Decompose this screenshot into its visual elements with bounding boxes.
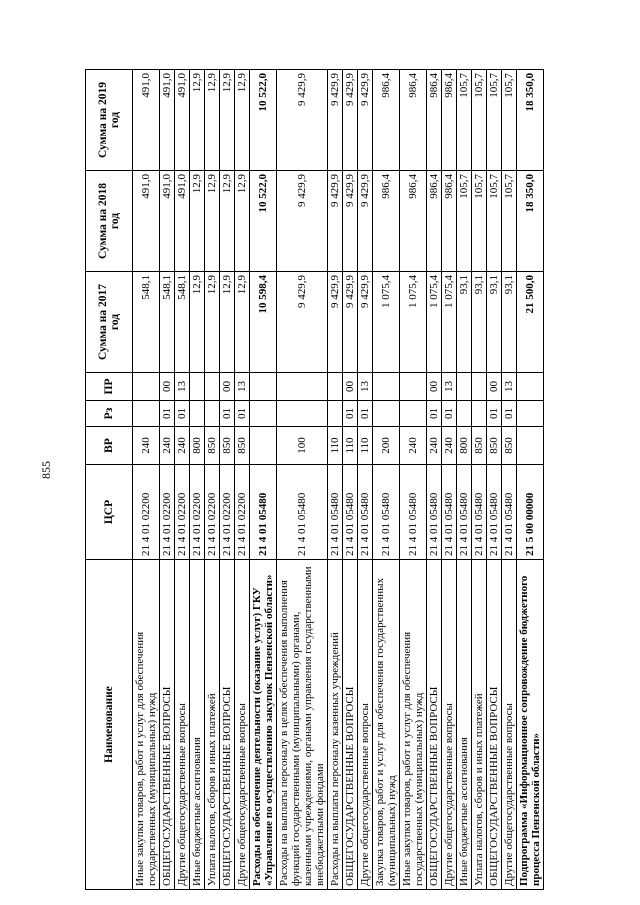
cell-rz — [205, 401, 220, 427]
cell-rz — [457, 401, 472, 427]
cell-name: Иные бюджетные ассигнования — [190, 560, 205, 890]
cell-pr — [133, 373, 160, 401]
cell-name: ОБЩЕГОСУДАРСТВЕННЫЕ ВОПРОСЫ — [220, 560, 235, 890]
cell-sum-2017: 9 429,9 — [358, 272, 373, 373]
cell-name: ОБЩЕГОСУДАРСТВЕННЫЕ ВОПРОСЫ — [487, 560, 502, 890]
cell-sum-2017: 93,1 — [502, 272, 517, 373]
cell-name: Иные закупки товаров, работ и услуг для обеспечения государственных (муниципальных) нужд — [400, 560, 427, 890]
cell-vr: 100 — [277, 427, 328, 465]
budget-table — [85, 69, 544, 890]
table-row — [277, 70, 328, 890]
cell-csr: 21 4 01 02200 — [190, 465, 205, 560]
cell-sum-2018: 105,7 — [472, 171, 487, 272]
cell-sum-2018: 12,9 — [235, 171, 250, 272]
cell-csr: 21 4 01 05480 — [328, 465, 343, 560]
table-row — [343, 70, 358, 890]
cell-csr: 21 4 01 05480 — [343, 465, 358, 560]
cell-vr — [250, 427, 277, 465]
cell-csr: 21 4 01 02200 — [133, 465, 160, 560]
rotated-content — [85, 70, 555, 890]
cell-name: Уплата налогов, сборов и иных платежей — [472, 560, 487, 890]
cell-vr: 240 — [175, 427, 190, 465]
cell-sum-2017: 12,9 — [220, 272, 235, 373]
cell-sum-2017: 12,9 — [235, 272, 250, 373]
cell-sum-2017: 21 500,0 — [517, 272, 544, 373]
cell-sum-2017: 548,1 — [175, 272, 190, 373]
cell-sum-2017: 93,1 — [487, 272, 502, 373]
cell-pr: 13 — [175, 373, 190, 401]
cell-pr — [373, 373, 400, 401]
cell-rz: 01 — [358, 401, 373, 427]
cell-vr: 240 — [442, 427, 457, 465]
cell-sum-2019: 986,4 — [427, 70, 442, 171]
cell-sum-2017: 548,1 — [160, 272, 175, 373]
table-row — [457, 70, 472, 890]
cell-sum-2017: 93,1 — [472, 272, 487, 373]
cell-sum-2017: 1 075,4 — [442, 272, 457, 373]
cell-pr: 13 — [358, 373, 373, 401]
cell-csr: 21 4 01 05480 — [427, 465, 442, 560]
cell-rz — [190, 401, 205, 427]
cell-sum-2017: 1 075,4 — [400, 272, 427, 373]
cell-name: Другие общегосударственные вопросы — [175, 560, 190, 890]
cell-csr: 21 4 01 05480 — [358, 465, 373, 560]
table-row — [358, 70, 373, 890]
cell-vr: 240 — [427, 427, 442, 465]
cell-csr: 21 5 00 00000 — [517, 465, 544, 560]
table-row — [400, 70, 427, 890]
table-row — [373, 70, 400, 890]
cell-sum-2017: 9 429,9 — [343, 272, 358, 373]
cell-csr: 21 4 01 05480 — [250, 465, 277, 560]
cell-pr — [472, 373, 487, 401]
header-sum-2017: Сумма на 2017 год — [86, 272, 133, 373]
cell-sum-2018: 12,9 — [205, 171, 220, 272]
cell-sum-2017: 12,9 — [190, 272, 205, 373]
cell-vr: 110 — [343, 427, 358, 465]
cell-sum-2019: 986,4 — [442, 70, 457, 171]
table-row — [190, 70, 205, 890]
cell-vr: 240 — [133, 427, 160, 465]
cell-vr: 850 — [472, 427, 487, 465]
cell-rz — [250, 401, 277, 427]
cell-sum-2019: 10 522,0 — [250, 70, 277, 171]
cell-csr: 21 4 01 05480 — [472, 465, 487, 560]
cell-rz — [277, 401, 328, 427]
cell-vr: 240 — [400, 427, 427, 465]
cell-pr — [190, 373, 205, 401]
table-row — [250, 70, 277, 890]
cell-name: ОБЩЕГОСУДАРСТВЕННЫЕ ВОПРОСЫ — [427, 560, 442, 890]
cell-sum-2018: 986,4 — [373, 171, 400, 272]
cell-rz — [517, 401, 544, 427]
cell-vr: 110 — [358, 427, 373, 465]
cell-name: Расходы на выплаты персоналу в целях обеспечения выполнения функций государственными (муниципальными) органами, казенными учреждениями, органами управления государственными внебюджетными фондами — [277, 560, 328, 890]
cell-name: Иные бюджетные ассигнования — [457, 560, 472, 890]
cell-sum-2017: 1 075,4 — [427, 272, 442, 373]
cell-sum-2018: 986,4 — [400, 171, 427, 272]
cell-sum-2018: 9 429,9 — [343, 171, 358, 272]
cell-vr: 850 — [220, 427, 235, 465]
table-row — [133, 70, 160, 890]
cell-sum-2018: 12,9 — [190, 171, 205, 272]
cell-name: ОБЩЕГОСУДАРСТВЕННЫЕ ВОПРОСЫ — [160, 560, 175, 890]
cell-csr: 21 4 01 02200 — [175, 465, 190, 560]
cell-name: Другие общегосударственные вопросы — [358, 560, 373, 890]
header-row — [86, 70, 133, 890]
cell-pr: 00 — [427, 373, 442, 401]
cell-sum-2017: 10 598,4 — [250, 272, 277, 373]
cell-sum-2018: 491,0 — [160, 171, 175, 272]
cell-csr: 21 4 01 05480 — [487, 465, 502, 560]
table-row — [517, 70, 544, 890]
cell-sum-2017: 9 429,9 — [277, 272, 328, 373]
cell-csr: 21 4 01 05480 — [277, 465, 328, 560]
cell-sum-2017: 93,1 — [457, 272, 472, 373]
cell-sum-2018: 10 522,0 — [250, 171, 277, 272]
cell-sum-2019: 105,7 — [472, 70, 487, 171]
cell-name: Расходы на обеспечение деятельности (оказание услуг) ГКУ «Управление по осуществлению закупок Пензенской области» — [250, 560, 277, 890]
cell-vr: 240 — [160, 427, 175, 465]
cell-sum-2019: 105,7 — [487, 70, 502, 171]
cell-vr: 200 — [373, 427, 400, 465]
cell-sum-2019: 18 350,0 — [517, 70, 544, 171]
cell-vr: 850 — [487, 427, 502, 465]
cell-sum-2018: 105,7 — [457, 171, 472, 272]
cell-name: Подпрограмма «Информационное сопровождение бюджетного процесса Пензенской области» — [517, 560, 544, 890]
cell-name: Иные закупки товаров, работ и услуг для обеспечения государственных (муниципальных) нужд — [133, 560, 160, 890]
cell-sum-2018: 986,4 — [442, 171, 457, 272]
cell-pr — [457, 373, 472, 401]
cell-sum-2018: 105,7 — [487, 171, 502, 272]
cell-rz: 01 — [502, 401, 517, 427]
cell-sum-2019: 491,0 — [175, 70, 190, 171]
table-row — [427, 70, 442, 890]
cell-pr — [277, 373, 328, 401]
cell-csr: 21 4 01 02200 — [160, 465, 175, 560]
table-row — [502, 70, 517, 890]
cell-pr — [400, 373, 427, 401]
cell-name: Уплата налогов, сборов и иных платежей — [205, 560, 220, 890]
cell-sum-2017: 9 429,9 — [328, 272, 343, 373]
cell-rz: 01 — [160, 401, 175, 427]
cell-rz — [400, 401, 427, 427]
cell-sum-2019: 986,4 — [373, 70, 400, 171]
table-row — [220, 70, 235, 890]
cell-rz: 01 — [220, 401, 235, 427]
cell-sum-2017: 1 075,4 — [373, 272, 400, 373]
cell-rz — [328, 401, 343, 427]
cell-name: Другие общегосударственные вопросы — [502, 560, 517, 890]
header-vr: ВР — [86, 427, 133, 465]
cell-rz: 01 — [175, 401, 190, 427]
cell-sum-2019: 9 429,9 — [328, 70, 343, 171]
cell-sum-2019: 12,9 — [220, 70, 235, 171]
header-rz: Рз — [86, 401, 133, 427]
cell-sum-2019: 12,9 — [235, 70, 250, 171]
cell-csr: 21 4 01 05480 — [457, 465, 472, 560]
cell-pr: 00 — [160, 373, 175, 401]
table-row — [487, 70, 502, 890]
cell-vr: 850 — [205, 427, 220, 465]
cell-sum-2018: 491,0 — [133, 171, 160, 272]
cell-sum-2017: 12,9 — [205, 272, 220, 373]
cell-sum-2019: 105,7 — [457, 70, 472, 171]
cell-name: Расходы на выплаты персоналу казенных учреждений — [328, 560, 343, 890]
cell-sum-2018: 9 429,9 — [358, 171, 373, 272]
cell-rz: 01 — [235, 401, 250, 427]
cell-sum-2019: 12,9 — [205, 70, 220, 171]
cell-csr: 21 4 01 05480 — [502, 465, 517, 560]
cell-vr: 800 — [190, 427, 205, 465]
cell-name: ОБЩЕГОСУДАРСТВЕННЫЕ ВОПРОСЫ — [343, 560, 358, 890]
cell-vr: 850 — [502, 427, 517, 465]
cell-rz — [133, 401, 160, 427]
cell-sum-2019: 12,9 — [190, 70, 205, 171]
cell-csr: 21 4 01 02200 — [205, 465, 220, 560]
cell-pr — [205, 373, 220, 401]
cell-sum-2018: 12,9 — [220, 171, 235, 272]
cell-vr: 110 — [328, 427, 343, 465]
cell-vr: 850 — [235, 427, 250, 465]
cell-pr: 13 — [502, 373, 517, 401]
page-number: 855 — [39, 461, 53, 479]
cell-rz: 01 — [343, 401, 358, 427]
cell-sum-2019: 9 429,9 — [343, 70, 358, 171]
cell-pr — [328, 373, 343, 401]
cell-csr: 21 4 01 05480 — [400, 465, 427, 560]
cell-csr: 21 4 01 05480 — [373, 465, 400, 560]
header-csr: ЦСР — [86, 465, 133, 560]
table-row — [205, 70, 220, 890]
header-name: Наименование — [86, 560, 133, 890]
header-sum-2018: Сумма на 2018 год — [86, 171, 133, 272]
table-row — [175, 70, 190, 890]
cell-rz — [472, 401, 487, 427]
cell-sum-2019: 491,0 — [133, 70, 160, 171]
table-row — [442, 70, 457, 890]
cell-rz: 01 — [487, 401, 502, 427]
cell-csr: 21 4 01 02200 — [220, 465, 235, 560]
cell-pr: 00 — [487, 373, 502, 401]
cell-pr — [250, 373, 277, 401]
cell-sum-2018: 9 429,9 — [277, 171, 328, 272]
cell-name: Другие общегосударственные вопросы — [235, 560, 250, 890]
cell-name: Другие общегосударственные вопросы — [442, 560, 457, 890]
cell-sum-2018: 986,4 — [427, 171, 442, 272]
cell-csr: 21 4 01 02200 — [235, 465, 250, 560]
table-row — [160, 70, 175, 890]
cell-sum-2017: 548,1 — [133, 272, 160, 373]
cell-rz: 01 — [427, 401, 442, 427]
table-row — [472, 70, 487, 890]
cell-pr: 00 — [343, 373, 358, 401]
cell-pr — [517, 373, 544, 401]
cell-sum-2018: 105,7 — [502, 171, 517, 272]
cell-sum-2018: 18 350,0 — [517, 171, 544, 272]
cell-sum-2019: 105,7 — [502, 70, 517, 171]
cell-rz — [373, 401, 400, 427]
cell-name: Закупка товаров, работ и услуг для обеспечения государственных (муниципальных) нужд — [373, 560, 400, 890]
header-sum-2019: Сумма на 2019 год — [86, 70, 133, 171]
cell-pr: 00 — [220, 373, 235, 401]
table-body — [133, 70, 544, 890]
cell-sum-2019: 491,0 — [160, 70, 175, 171]
table-row — [328, 70, 343, 890]
cell-csr: 21 4 01 05480 — [442, 465, 457, 560]
header-pr: ПР — [86, 373, 133, 401]
cell-sum-2019: 986,4 — [400, 70, 427, 171]
cell-pr: 13 — [442, 373, 457, 401]
cell-vr — [517, 427, 544, 465]
rotated-table-area — [85, 70, 555, 890]
cell-vr: 800 — [457, 427, 472, 465]
cell-pr: 13 — [235, 373, 250, 401]
cell-rz: 01 — [442, 401, 457, 427]
cell-sum-2018: 9 429,9 — [328, 171, 343, 272]
cell-sum-2019: 9 429,9 — [277, 70, 328, 171]
table-row — [235, 70, 250, 890]
cell-sum-2019: 9 429,9 — [358, 70, 373, 171]
cell-sum-2018: 491,0 — [175, 171, 190, 272]
